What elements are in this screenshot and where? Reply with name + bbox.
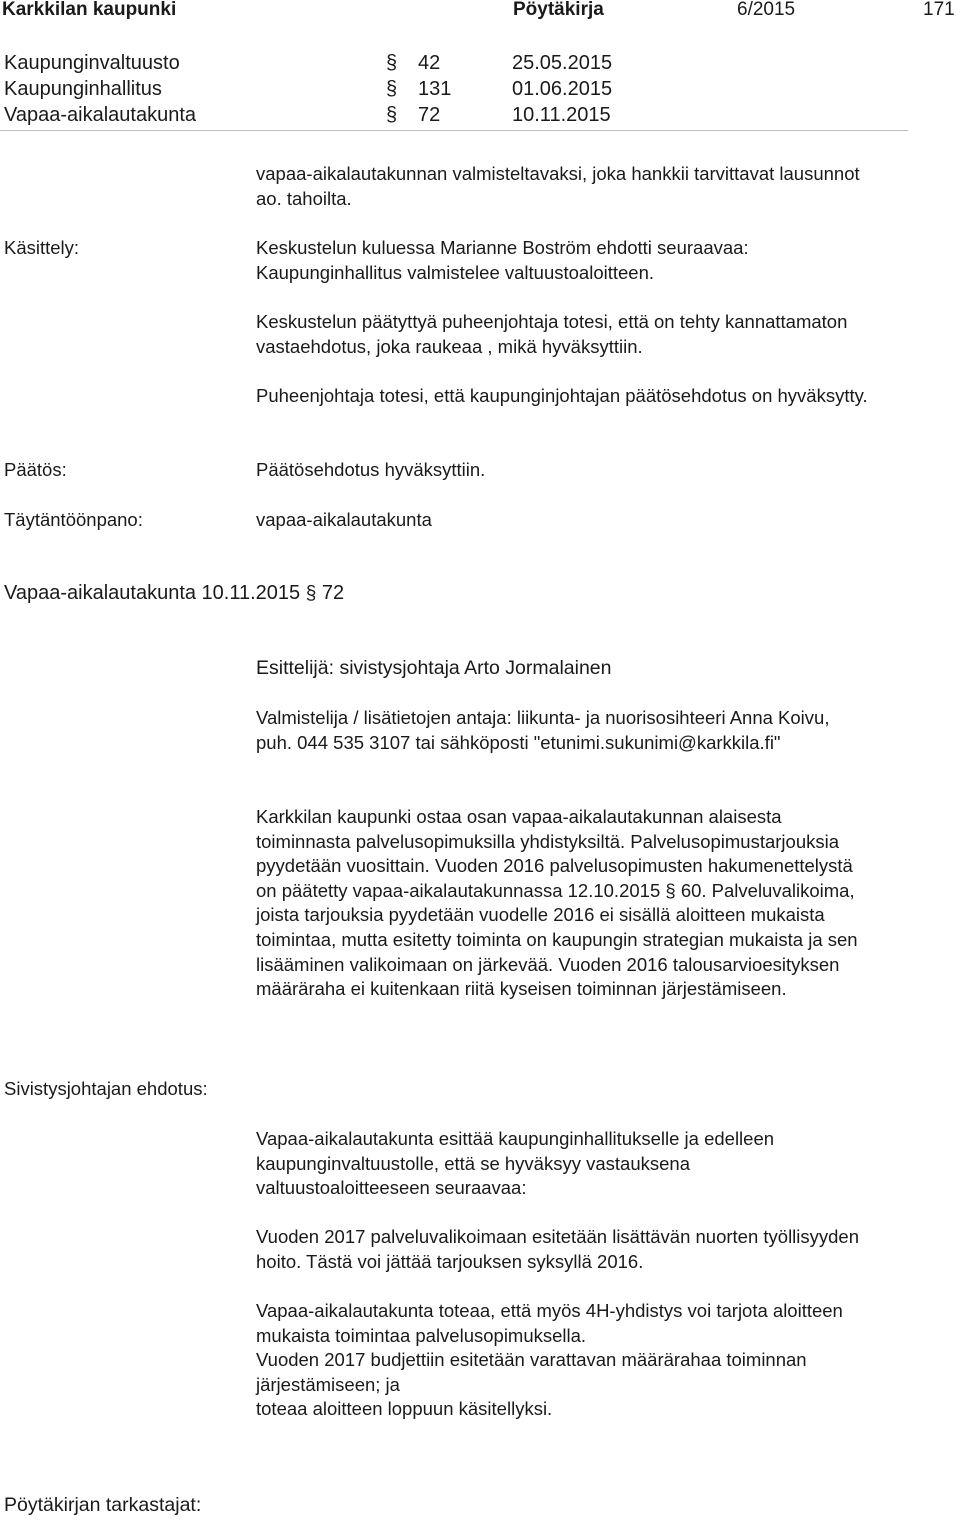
ehdotus-paragraph-1: Vapaa-aikalautakunta esittää kaupunginhallitukselle ja edelleen kaupunginvaltuustolle, että se hyväksyy vastauksena valtuustoaloitteeseen seuraavaa: <box>256 1128 775 1199</box>
intro-paragraph: vapaa-aikalautakunnan valmisteltavaksi, joka hankkii tarvittavat lausunnot ao. tahoilta. <box>256 163 860 209</box>
ehdotus-paragraph-2: Vuoden 2017 palveluvalikoimaan esitetään lisättävän nuorten työllisyyden hoito. Tästä voi jättää tarjouksen syksyllä 2016. <box>256 1226 860 1272</box>
kuvaus-part-2: 60. Palveluvalikoima, joista tarjouksia pyydetään vuodelle 2016 ei sisällä aloitteen mukaista toimintaa, mutta esitetty toiminta on kaupungin strategian mukaista ja sen lisääminen valikoimaan on järkevää. Vuoden 2016 talousarvioesityksen määräraha ei kuitenkaan riitä kyseisen toiminnan järjestämiseen. <box>256 879 858 1000</box>
section-symbol: § <box>386 78 398 100</box>
ehdotus-line-3a: Vapaa-aikalautakunta toteaa, että myös 4H-yhdistys voi tarjota aloitteen mukaista toimintaa palvelusopimuksella. <box>256 1300 843 1346</box>
meeting-body: Vapaa-aikalautakunta <box>4 104 196 126</box>
municipality-name: Karkkilan kaupunki <box>2 0 177 20</box>
kuvaus-part-1: Karkkilan kaupunki ostaa osan vapaa-aikalautakunnan alaisesta toiminnasta palvelusopimuksilla yhdistyksiltä. Palvelusopimustarjouksia pyydetään vuosittain. Vuoden 2016 palvelusopimusten hakumenettelystä on päätetty vapaa-aikalautakunnassa 12.10.2015 <box>256 806 853 901</box>
meeting-body: Kaupunginhallitus <box>4 78 162 100</box>
section-symbol: § <box>386 104 398 126</box>
ehdotus-paragraph-3 <box>256 1299 866 1422</box>
issue-number: 6/2015 <box>737 0 796 20</box>
meeting-section-number: 72 <box>418 104 441 126</box>
section-symbol: § <box>305 583 317 604</box>
kasittely-paragraph: Keskustelun kuluessa Marianne Boström ehdotti seuraavaa: Kaupunginhallitus valmistelee valtuustoaloitteen. <box>256 237 749 283</box>
ehdotus-line-3b: Vuoden 2017 budjettiin esitetään varattavan määrärahaa toiminnan järjestämiseen; ja <box>256 1349 807 1395</box>
keskustelu-paragraph: Keskustelun päätyttyä puheenjohtaja totesi, että on tehty kannattamaton vastaehdotus, joka raukeaa , mikä hyväksyttiin. <box>256 311 848 357</box>
meeting-section-number: 42 <box>418 52 441 74</box>
meeting-date: 25.05.2015 <box>512 52 613 74</box>
taytantoonpano-label: Täytäntöönpano: <box>4 509 143 530</box>
section-title: Vapaa-aikalautakunta 10.11.2015 <box>4 582 301 604</box>
kasittely-label: Käsittely: <box>4 237 80 258</box>
meeting-section-number: 131 <box>418 78 452 100</box>
meeting-date: 10.11.2015 <box>512 104 611 126</box>
section-number: 72 <box>321 582 345 604</box>
section-symbol: § <box>665 879 676 901</box>
section-heading <box>4 582 344 605</box>
section-symbol: § <box>386 52 398 74</box>
esittelija-line: Esittelijä: sivistysjohtaja Arto Jormalainen <box>256 657 612 679</box>
header-divider <box>0 130 908 131</box>
kuvaus-paragraph <box>256 805 871 1002</box>
ehdotus-line-3c: toteaa aloitteen loppuun käsitellyksi. <box>256 1398 553 1420</box>
meeting-body: Kaupunginvaltuusto <box>4 52 180 74</box>
ehdotus-label: Sivistysjohtajan ehdotus: <box>4 1078 208 1099</box>
meeting-date: 01.06.2015 <box>512 78 613 100</box>
valmistelija-paragraph: Valmistelija / lisätietojen antaja: liikunta- ja nuorisosihteeri Anna Koivu, puh. 044 535 3107 tai sähköposti "etunimi.sukunimi@karkkila.fi" <box>256 707 830 753</box>
paatos-label: Päätös: <box>4 459 67 480</box>
taytantoonpano-text: vapaa-aikalautakunta <box>256 509 432 530</box>
puheenjohtaja-paragraph: Puheenjohtaja totesi, että kaupunginjohtajan päätösehdotus on hyväksytty. <box>256 385 868 406</box>
paatos-text: Päätösehdotus hyväksyttiin. <box>256 459 486 480</box>
document-type: Pöytäkirja <box>513 0 604 20</box>
page-number: 171 <box>923 0 955 20</box>
tarkastajat-label: Pöytäkirjan tarkastajat: <box>4 1494 202 1516</box>
